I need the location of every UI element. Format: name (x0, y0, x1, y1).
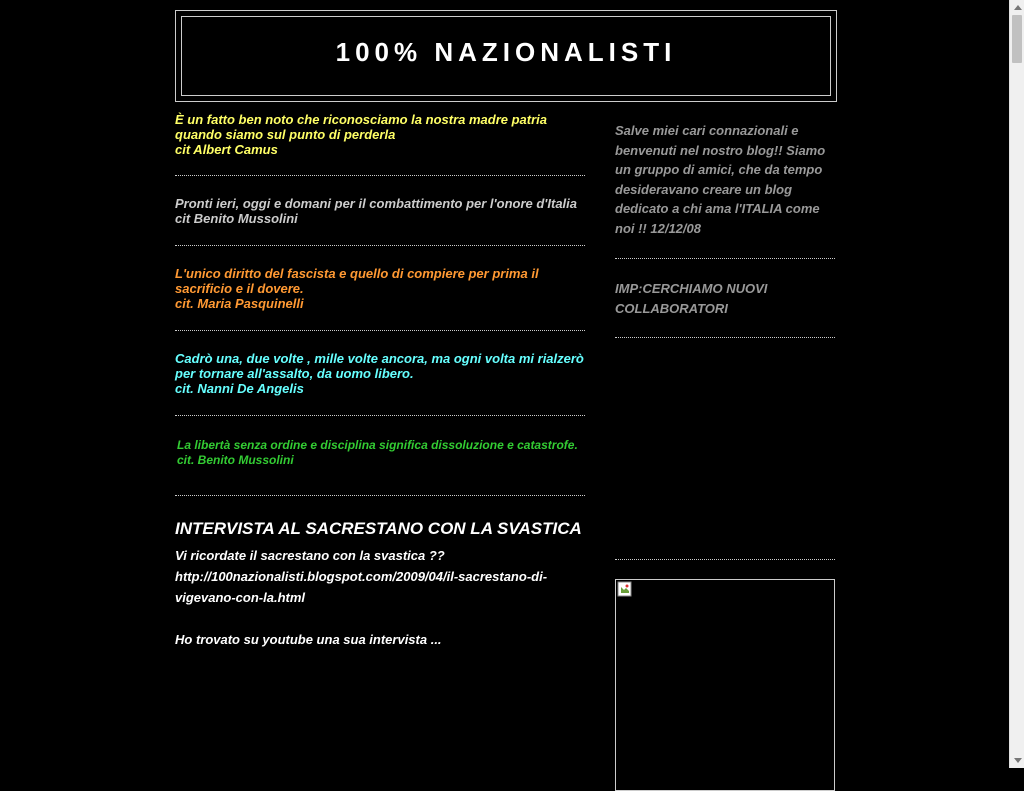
sidebar-image[interactable] (615, 579, 835, 791)
quote-widget-mussolini (175, 176, 585, 246)
arrow-down-icon (1014, 758, 1022, 763)
scroll-down-button[interactable] (1010, 753, 1024, 768)
quote-widget-pasquinelli (175, 246, 585, 331)
scroll-thumb[interactable] (1012, 15, 1022, 63)
quote-widget-liberta (175, 416, 585, 496)
vertical-scrollbar[interactable] (1009, 0, 1024, 768)
blog-post (175, 516, 585, 650)
quote-text: Pronti ieri, oggi e domani per il combattimento per l'onore d'Italia (175, 196, 578, 211)
sidebar (615, 112, 835, 791)
main-column (175, 112, 585, 650)
empty-widget (615, 338, 835, 560)
quote-author: cit Benito Mussolini (175, 211, 298, 226)
quote-text: Cadrò una, due volte , mille volte ancora, ma ogni volta mi rialzerò per tornare all'assalto, da uomo libero. (175, 351, 584, 381)
quote-text: La libertà senza ordine e disciplina significa dissoluzione e catastrofe. cit. Benito Mussolini (177, 438, 578, 467)
quote-author: cit. Nanni De Angelis (175, 381, 304, 396)
scroll-up-button[interactable] (1010, 0, 1024, 15)
post-link[interactable]: http://100nazionalisti.blogspot.com/2009/04/il-sacrestano-di-vigevano-con-la.html (175, 569, 548, 605)
post-body (175, 545, 585, 650)
blog-title[interactable]: 100% NAZIONALISTI (335, 37, 677, 67)
arrow-up-icon (1014, 5, 1022, 10)
quote-widget-de-angelis (175, 331, 585, 416)
header-frame (175, 10, 837, 102)
post-text: Ho trovato su youtube una sua intervista ... (175, 632, 442, 647)
quote-author: cit. Maria Pasquinelli (175, 296, 304, 311)
quote-widget-camus (175, 112, 585, 176)
quote-text: L'unico diritto del fascista e quello di compiere per prima il sacrificio e il dovere. (175, 266, 539, 296)
header (181, 16, 831, 96)
post-title[interactable]: INTERVISTA AL SACRESTANO CON LA SVASTICA (175, 519, 582, 538)
quote-author: cit Albert Camus (175, 142, 278, 157)
collaborators-notice: IMP:CERCHIAMO NUOVI COLLABORATORI (615, 259, 835, 338)
quote-text: È un fatto ben noto che riconosciamo la nostra madre patria quando siamo sul punto di perderla (175, 112, 548, 142)
post-text: Vi ricordate il sacrestano con la svastica ?? (175, 548, 445, 563)
welcome-text: Salve miei cari connazionali e benvenuti nel nostro blog!! Siamo un gruppo di amici, che da tempo desideravano creare un blog dedicato a chi ama l'ITALIA come noi !! 12/12/08 (615, 112, 835, 259)
broken-image-icon (617, 581, 633, 597)
